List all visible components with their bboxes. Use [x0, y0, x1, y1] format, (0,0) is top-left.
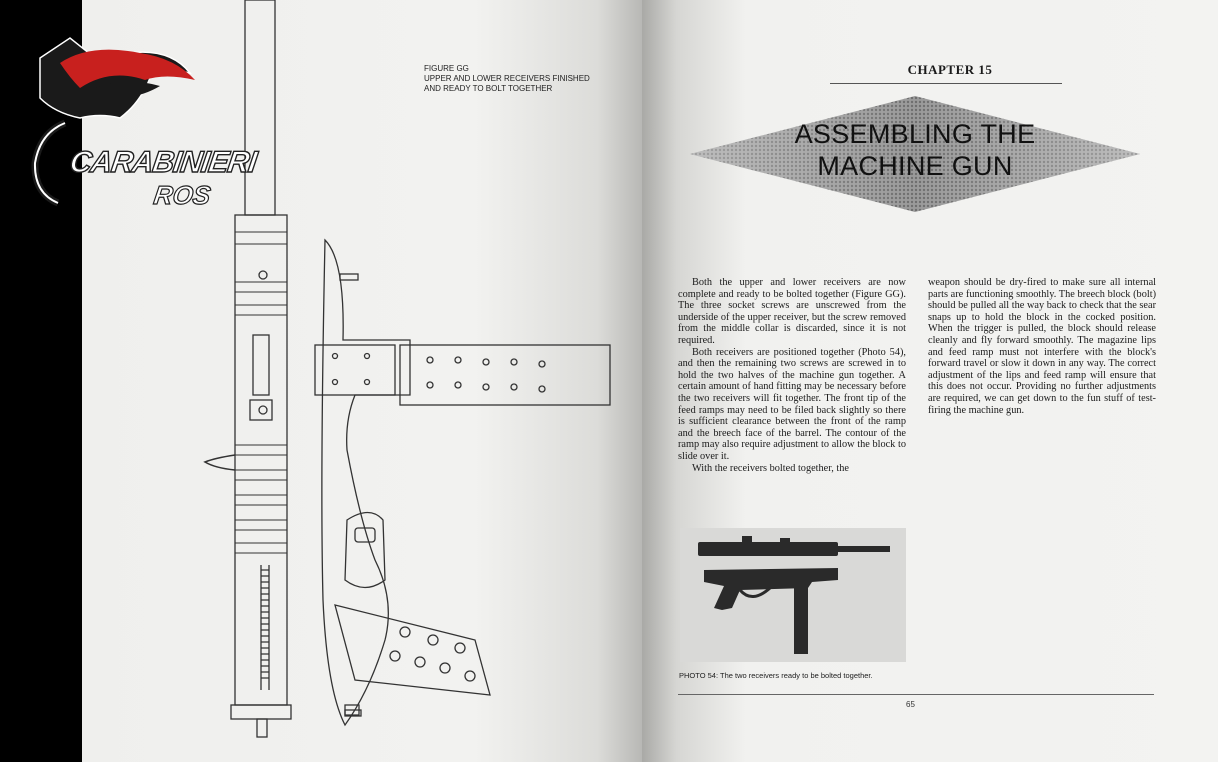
magazine-drawing — [400, 345, 610, 405]
photo-54 — [680, 528, 906, 662]
title-line: MACHINE GUN — [817, 151, 1013, 181]
text-column-1 — [678, 277, 906, 474]
grip-drawing — [335, 605, 490, 695]
watermark-line1: CARABINIERI — [67, 146, 259, 179]
figure-gg-drawing — [195, 0, 635, 762]
watermark-line2: ROS — [151, 180, 213, 210]
paragraph: Both the upper and lower receivers are now complete and ready to be bolted together (Figure GG). The three socket screws are unscrewed from the underside of the upper receiver, but the screw removed from the middle collar is discarded, since it is not required. — [678, 277, 906, 346]
chapter-rule — [830, 83, 1062, 84]
figure-caption-line: UPPER AND LOWER RECEIVERS FINISHED — [424, 74, 590, 83]
photo-caption: PHOTO 54: The two receivers ready to be bolted together. — [679, 671, 873, 680]
barrel-drawing — [245, 0, 275, 215]
paragraph: With the receivers bolted together, the — [692, 462, 849, 474]
footer-rule — [678, 694, 1154, 695]
chapter-title — [690, 118, 1140, 182]
page-number: 65 — [906, 700, 915, 709]
title-line: ASSEMBLING THE — [794, 119, 1036, 149]
figure-caption-line: FIGURE GG — [424, 64, 469, 73]
figure-caption — [424, 64, 590, 94]
paragraph: weapon should be dry-fired to make sure all internal parts are functioning smoothly. The breech block (bolt) should be pulled all the way back to check that the sear snaps up to hold the block in the cocked position. When the trigger is pulled, the block should release cleanly and fly forward smoothly. The magazine lips and feed ramp must not interfere with the block's forward travel or slow it down in any way. The correct adjustment of the lips and feed ramp will ensure that this does not occur. Providing no further adjustments are required, we can get down to the fun stuff of test-firing the machine gun. — [928, 277, 1156, 416]
figure-caption-line: AND READY TO BOLT TOGETHER — [424, 84, 553, 93]
paragraph: Both receivers are positioned together (Photo 54), and then the remaining two screws are screwed in to hold the two halves of the machine gun together. A certain amount of hand fitting may be necessary before the two receivers will fit together. The front tip of the feed ramps may need to be filed back slightly so there is sufficient clearance between the front of the ramp and the breech face of the barrel. The contour of the ramp may also require adjustment to allow the block to slide over it. — [678, 346, 906, 462]
text-column-2 — [928, 277, 1156, 416]
chapter-heading: CHAPTER 15 — [907, 62, 993, 77]
